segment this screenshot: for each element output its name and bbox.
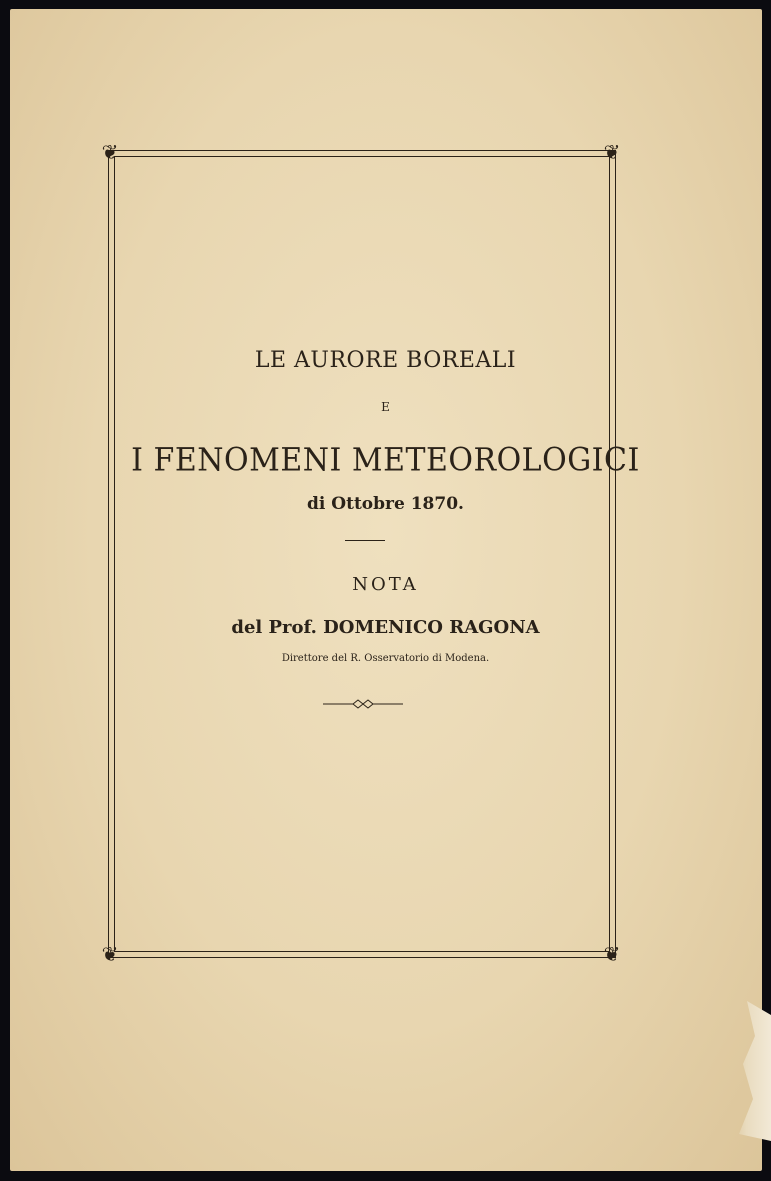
corner-flourish-icon: ❦ (101, 942, 119, 966)
author-affiliation: Direttore del R. Osservatorio di Modena. (281, 653, 490, 664)
title-date: di Ottobre 1870. (307, 494, 464, 514)
ornamental-divider-icon (323, 697, 403, 711)
page-border-inner (114, 156, 610, 952)
short-divider (345, 540, 385, 541)
corner-flourish-icon: ❦ (603, 140, 621, 164)
document-type: NOTA (352, 574, 419, 595)
title-line-1: LE AURORE BOREALI (254, 348, 517, 373)
title-conjunction: E (381, 400, 390, 414)
author: del Prof. DOMENICO RAGONA (231, 617, 540, 638)
corner-flourish-icon: ❦ (101, 140, 119, 164)
title-line-2: I FENOMENI METEOROLOGICI (131, 442, 640, 479)
corner-flourish-icon: ❦ (603, 942, 621, 966)
